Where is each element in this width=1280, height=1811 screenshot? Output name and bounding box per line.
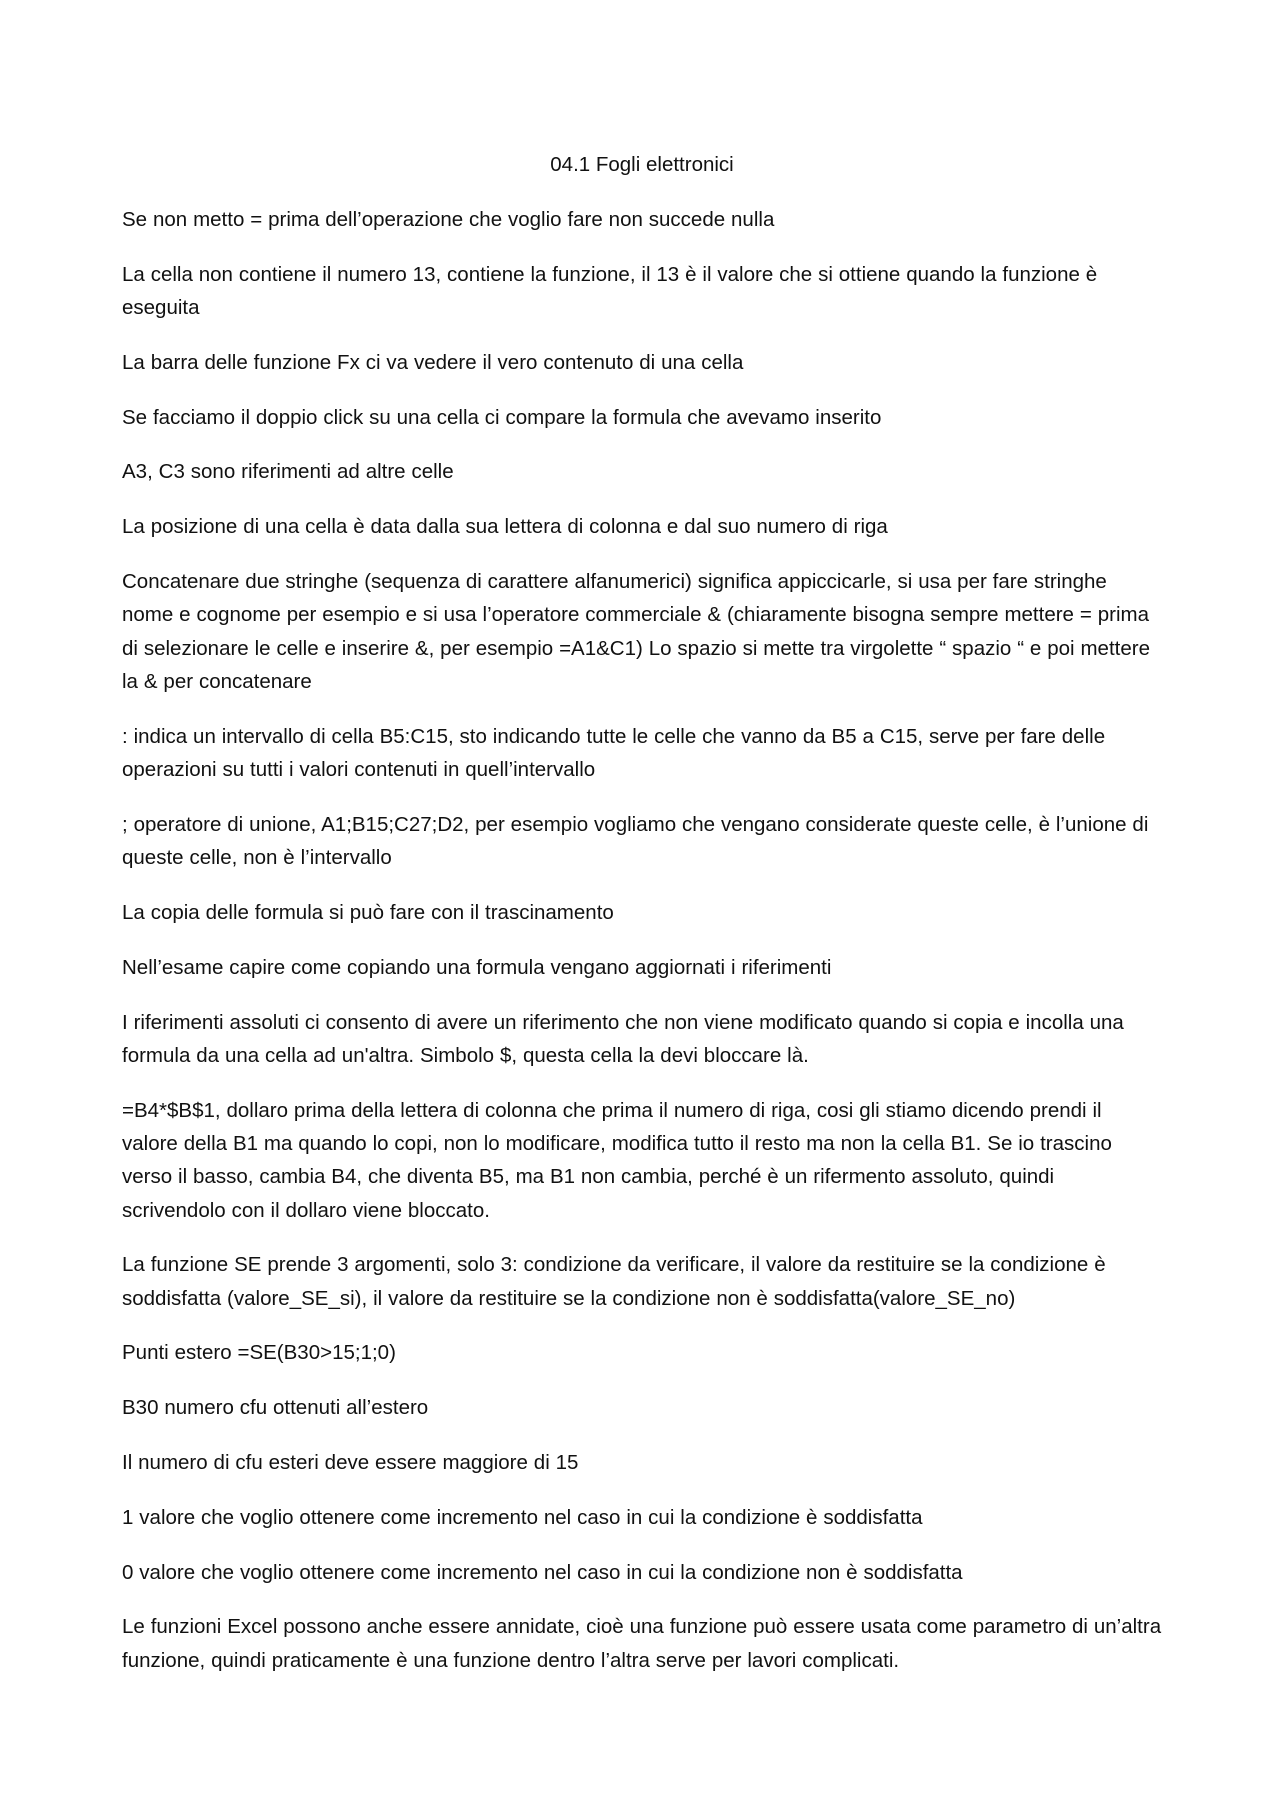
paragraph: La funzione SE prende 3 argomenti, solo 3: condizione da verificare, il valore da restituire se la condizione è soddisfatta (valore_SE_si), il valore da restituire se la condizione non è soddisfatta(valore_SE_no) <box>122 1253 1106 1310</box>
paragraph: 0 valore che voglio ottenere come incremento nel caso in cui la condizione non è soddisfatta <box>122 1560 963 1584</box>
paragraph: Se facciamo il doppio click su una cella ci compare la formula che avevamo inserito <box>122 405 882 429</box>
paragraph: : indica un intervallo di cella B5:C15, sto indicando tutte le celle che vanno da B5 a C15, serve per fare delle operazioni su tutti i valori contenuti in quell’intervallo <box>122 724 1106 782</box>
paragraph: Le funzioni Excel possono anche essere annidate, cioè una funzione può essere usata come parametro di un’altra funzione, quindi praticamente è una funzione dentro l’altra serve per lavori complicati. <box>122 1615 1162 1672</box>
paragraph: Nell’esame capire come copiando una formula vengano aggiornati i riferimenti <box>122 955 832 979</box>
paragraph: Se non metto = prima dell’operazione che voglio fare non succede nulla <box>122 208 775 231</box>
paragraph: B30 numero cfu ottenuti all’estero <box>122 1396 429 1420</box>
paragraph: 1 valore che voglio ottenere come incremento nel caso in cui la condizione è soddisfatta <box>122 1505 923 1529</box>
paragraph: La copia delle formula si può fare con il trascinamento <box>122 900 614 924</box>
paragraph: I riferimenti assoluti ci consento di avere un riferimento che non viene modificato quando si copia e incolla una formula da una cella ad un'altra. Simbolo $, questa cella la devi bloccare là. <box>122 1010 1124 1067</box>
paragraph: La cella non contiene il numero 13, contiene la funzione, il 13 è il valore che si ottiene quando la funzione è eseguita <box>122 262 1098 320</box>
paragraph: ; operatore di unione, A1;B15;C27;D2, per esempio vogliamo che vengano considerate queste celle, è l’unione di queste celle, non è l’intervallo <box>122 812 1149 870</box>
paragraph: Il numero di cfu esteri deve essere maggiore di 15 <box>122 1451 579 1475</box>
paragraph: La barra delle funzione Fx ci va vedere il vero contenuto di una cella <box>122 350 744 374</box>
document-body <box>122 148 1162 1699</box>
page-title: 04.1 Fogli elettronici <box>550 153 734 176</box>
paragraph: Punti estero =SE(B30>15;1;0) <box>122 1341 396 1365</box>
paragraph: Concatenare due stringhe (sequenza di carattere alfanumerici) significa appiccicarle, si usa per fare stringhe nome e cognome per esempio e si usa l’operatore commerciale & (chiaramente bisogna sempre mettere = prima di selezionare le celle e inserire &, per esempio =A1&C1) Lo spazio si mette tra virgolette “ spazio “ e poi mettere la & per concatenare <box>122 570 1150 693</box>
paragraph: La posizione di una cella è data dalla sua lettera di colonna e dal suo numero di riga <box>122 515 888 539</box>
paragraph: =B4*$B$1, dollaro prima della lettera di colonna che prima il numero di riga, cosi gli stiamo dicendo prendi il valore della B1 ma quando lo copi, non lo modificare, modifica tutto il resto ma non la cella B1. Se io trascino verso il basso, cambia B4, che diventa B5, ma B1 non cambia, perché è un rifermento assoluto, quindi scrivendolo con il dollaro viene bloccato. <box>122 1098 1112 1222</box>
paragraph: A3, C3 sono riferimenti ad altre celle <box>122 460 454 484</box>
